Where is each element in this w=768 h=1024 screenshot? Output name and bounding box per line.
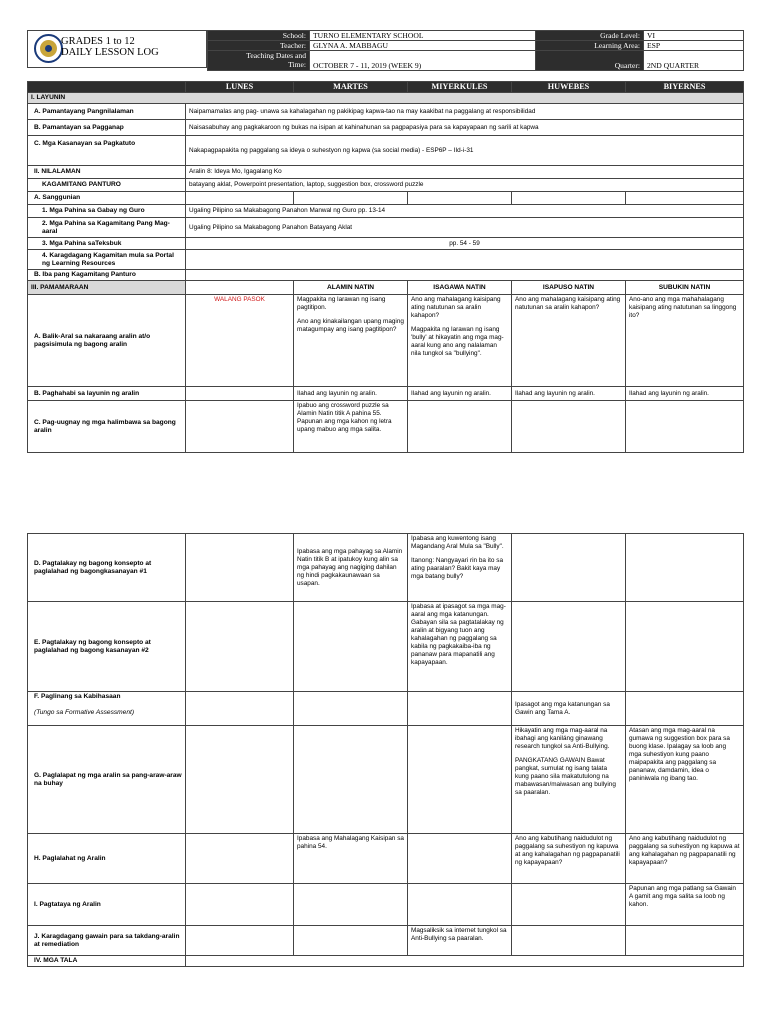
cell [186,192,294,205]
row-label-takdang-aralin: J. Karagdagang gawain para sa takdang-aralin at remediation [28,926,186,956]
day-header-biyernes: BIYERNES [626,82,744,93]
teksbuk-text: pp. 54 - 59 [186,238,744,250]
balik-miyerkules-2: Magpakita ng larawan ng isang 'bully' at hikayatin ang mga mag-aaral kung ano ang nalalaman nila tungkol sa "bullying". [411,326,504,357]
walang-pasok-label: WALANG PASOK [186,295,294,387]
dates-value: OCTOBER 7 - 11, 2019 (WEEK 9) [310,51,536,71]
gabay-guro-text: Ugaling Pilipino sa Makabagong Panahon Manwal ng Guro pp. 13-14 [186,205,744,218]
cell [512,192,626,205]
cell [408,726,512,834]
title-line1: GRADES 1 to 12 [61,36,135,47]
cell [512,884,626,926]
pagtalakay-1-miyerkules [408,534,512,602]
kagamitang-panturo-text: batayang aklat, Powerpoint presentation, laptop, suggestion box, crossword puzzle [186,179,744,192]
balik-aral-martes [294,295,408,387]
mga-tala-text [186,956,744,967]
sub-header-martes: ALAMIN NATIN [294,281,408,295]
header-info-table [207,30,744,71]
lesson-table-part2 [27,533,744,967]
section-layunin: I. LAYUNIN [28,93,744,104]
pagtalakay-1-martes: Ipabasa ang mga pahayag sa Alamin Natin titik B at ipatukoy kung alin sa mga pahayag ang nagiging dahilan ng hindi pagkakaunawaan sa usapan. [294,534,408,602]
sub-header-huwebes: ISAPUSO NATIN [512,281,626,295]
cell [186,602,294,692]
row-label-pagtalakay-2: E. Pagtalakay ng bagong konsepto at paglalahad ng bagong kasanayan #2 [28,602,186,692]
quarter-label: Quarter: [536,51,644,71]
cell [626,692,744,726]
school-label: School: [208,31,310,41]
paghahabi-biyernes: Ilahad ang layunin ng aralin. [626,387,744,401]
paglinang-title: F. Paglinang sa Kabihasaan [34,693,121,700]
balik-aral-biyernes: Ano-ano ang mga mahahalagang kaisipang ating natutunan sa linggong ito? [626,295,744,387]
cell [626,534,744,602]
dates-label-2: Time: [288,60,306,69]
paglalahat-biyernes: Ano ang kabutihang naidudulot ng paggalang sa suhestiyon ng kapuwa at ang kahalagahan ng pagpapanatili ng kapayapaan? [626,834,744,884]
cell [294,602,408,692]
paglalahat-martes: Ipabasa ang Mahalagang Kaisipan sa pahina 54. [294,834,408,884]
pag-uugnay-martes: Ipabuo ang crossword puzzle sa Alamin Natin titik A pahina 55. Papunan ang mga kahon ng letra upang mabuo ang mga salita. [294,401,408,453]
row-label-teksbuk: 3. Mga Pahina saTeksbuk [28,238,186,250]
row-label-sanggunian: A. Sanggunian [28,192,186,205]
cell [512,534,626,602]
sub-header-miyerkules: ISAGAWA NATIN [408,281,512,295]
row-label-paglalapat: G. Paglalapat ng mga aralin sa pang-araw-araw na buhay [28,726,186,834]
cell [294,726,408,834]
pagtalakay-2-miyerkules: Ipabasa at ipasagot sa mga mag-aaral ang mga katanungan. Gabayan sila sa pagtatalakay ng aralin at bigyang tuon ang kahalagahan ng paggalang sa kabila ng pagkakaiba-iba ng pananaw para mapanatili ang kapayapaan. [408,602,512,692]
sub-header-biyernes: SUBUKIN NATIN [626,281,744,295]
day-header-martes: MARTES [294,82,408,93]
row-label-pamantayang-pangnilalaman: A. Pamantayang Pangnilalaman [28,104,186,120]
day-header-huwebes: HUWEBES [512,82,626,93]
day-header-blank [28,82,186,93]
cell [186,534,294,602]
section-pamamaraan: III. PAMAMARAAN [28,281,186,295]
nilalaman-text: Aralin 8: Ideya Mo, Igagalang Ko [186,166,744,179]
cell [186,834,294,884]
row-label-pagtalakay-1: D. Pagtalakay ng bagong konsepto at paglalahad ng bagongkasanayan #1 [28,534,186,602]
paghahabi-martes: Ilahad ang layunin ng aralin. [294,387,408,401]
g-huwebes-1: Hikayatin ang mga mag-aaral na ibahagi ang kaniláng ginawang research tungkol sa Anti-Bullying. [515,727,610,750]
area-label: Learning Area: [536,41,644,51]
pagtataya-biyernes: Papunan ang mga patlang sa Gawain A gamit ang mga salita sa loob ng kahon. [626,884,744,926]
lesson-table-part1 [27,81,744,453]
paglalapat-huwebes [512,726,626,834]
balik-martes-2: Ano ang kinakailangan upang maging matagumpay ang isang pagtitipon? [297,318,404,333]
kagamitang-mag-aaral-text: Ugaling Pilipino sa Makabagong Panahon Batayang Aklat [186,218,744,238]
teacher-value: GLYNA A. MABBAGU [310,41,536,51]
row-label-nilalaman: II. NILALAMAN [28,166,186,179]
cell [408,884,512,926]
cell [294,884,408,926]
paglinang-huwebes: Ipasagot ang mga katanungan sa Gawin ang Tama A. [512,692,626,726]
cell [626,192,744,205]
cell [408,834,512,884]
pamantayang-pangnilalaman-text: Naipamamalas ang pag- unawa sa kahalagahan ng pakikipag kapwa-tao na may kaakibat na paggalang at responsibilidad [186,104,744,120]
cell [186,884,294,926]
teacher-label: Teacher: [208,41,310,51]
row-label-paghahabi: B. Paghahabi sa layunin ng aralin [28,387,186,401]
cell [186,387,294,401]
cell [408,192,512,205]
cell [186,726,294,834]
area-value: ESP [644,41,744,51]
dates-label [208,51,310,71]
cell [294,192,408,205]
cell [626,602,744,692]
grade-label: Grade Level: [536,31,644,41]
row-label-paglalahat: H. Paglalahat ng Aralin [28,834,186,884]
school-value: TURNO ELEMENTARY SCHOOL [310,31,536,41]
quarter-value: 2ND QUARTER [644,51,744,71]
row-label-mga-tala: IV. MGA TALA [28,956,186,967]
sub-header-lunes [186,281,294,295]
deped-seal-icon [34,34,63,63]
row-label-kagamitang-mag-aaral: 2. Mga Pahina sa Kagamitang Pang Mag-aaral [28,218,186,238]
paglalapat-biyernes: Atasan ang mga mag-aaral na gumawa ng suggestion box para sa buong klase. Ipalagay sa loob ang mga suhestiyon kung paano maipapakita ang paggalang sa pananaw, damdamin, idea o paniniwala ng ibang tao. [626,726,744,834]
d-miyerkules-1: Ipabasa ang kuwentong isang Magandang Aral Mula sa "Bully". [411,535,504,550]
paghahabi-huwebes: Ilahad ang layunin ng aralin. [512,387,626,401]
row-label-balik-aral: A. Balik-Aral sa nakaraang aralin at/o pagsisimula ng bagong aralin [28,295,186,387]
balik-aral-miyerkules [408,295,512,387]
balik-miyerkules-1: Ano ang mahalagang kaisipang ating natutunan sa aralin kahapon? [411,296,501,319]
dates-label-1: Teaching Dates and [246,51,306,60]
row-label-pamantayan-pagganap: B. Pamantayan sa Pagganap [28,120,186,136]
paglinang-subtitle: (Tungo sa Formative Assessment) [34,709,135,716]
row-label-kasanayan: C. Mga Kasanayan sa Pagkatuto [28,136,186,166]
g-huwebes-2: PANGKATANG GAWAIN Bawat pangkat, sumulat ng isang talata kung paano sila makatutulong na mabawasan/maiwasan ang bullying sa paaralan. [515,757,616,796]
title-line2: DAILY LESSON LOG [61,47,159,58]
iba-pang-kagamitang-text [186,270,744,281]
row-label-gabay-guro: 1. Mga Pahina sa Gabay ng Guro [28,205,186,218]
cell [294,692,408,726]
balik-aral-huwebes: Ano ang mahalagang kaisipang ating natutunan sa aralin kahapon? [512,295,626,387]
cell [186,926,294,956]
cell [186,401,294,453]
d-miyerkules-2: Itanong: Nangyayari rin ba ito sa ating paaralan? Bakit kaya may mga batang bully? [411,557,504,580]
day-header-lunes: LUNES [186,82,294,93]
pamantayan-pagganap-text: Naisasabuhay ang pagkakaroon ng bukas na isipan at kahinahunan sa pagpapasiya para sa kapayapaan ng sarili at kapwa [186,120,744,136]
cell [512,401,626,453]
takdang-aralin-miyerkules: Magsaliksik sa internet tungkol sa Anti-Bullying sa paaralan. [408,926,512,956]
portal-text [186,250,744,270]
cell [512,602,626,692]
cell [408,692,512,726]
row-label-pag-uugnay: C. Pag-uugnay ng mga halimbawa sa bagong aralin [28,401,186,453]
kasanayan-text: Nakapagpapakita ng paggalang sa ideya o suhestyon ng kapwa (sa social media) - ESP6P – IId-i-31 [186,136,744,166]
cell [186,692,294,726]
row-label-portal: 4. Karagdagang Kagamitan mula sa Portal ng Learning Resources [28,250,186,270]
cell [512,926,626,956]
cell [408,401,512,453]
paglalahat-huwebes: Ano ang kabutihang naidudulot ng paggalang sa suhestiyon ng kapuwa at ang kahalagahan ng pagpapanatili ng kapayapaan? [512,834,626,884]
cell [294,926,408,956]
cell [626,401,744,453]
row-label-iba-pang-kagamitang: B. Iba pang Kagamitang Panturo [28,270,186,281]
row-label-pagtataya: I. Pagtataya ng Aralin [28,884,186,926]
row-label-kagamitang-panturo: KAGAMITANG PANTURO [28,179,186,192]
day-header-miyerkules: MIYERKULES [408,82,512,93]
paghahabi-miyerkules: Ilahad ang layunin ng aralin. [408,387,512,401]
row-label-paglinang [28,692,186,726]
cell [626,926,744,956]
grade-value: VI [644,31,744,41]
balik-martes-1: Magpakita ng larawan ng isang pagtitipon. [297,296,386,311]
